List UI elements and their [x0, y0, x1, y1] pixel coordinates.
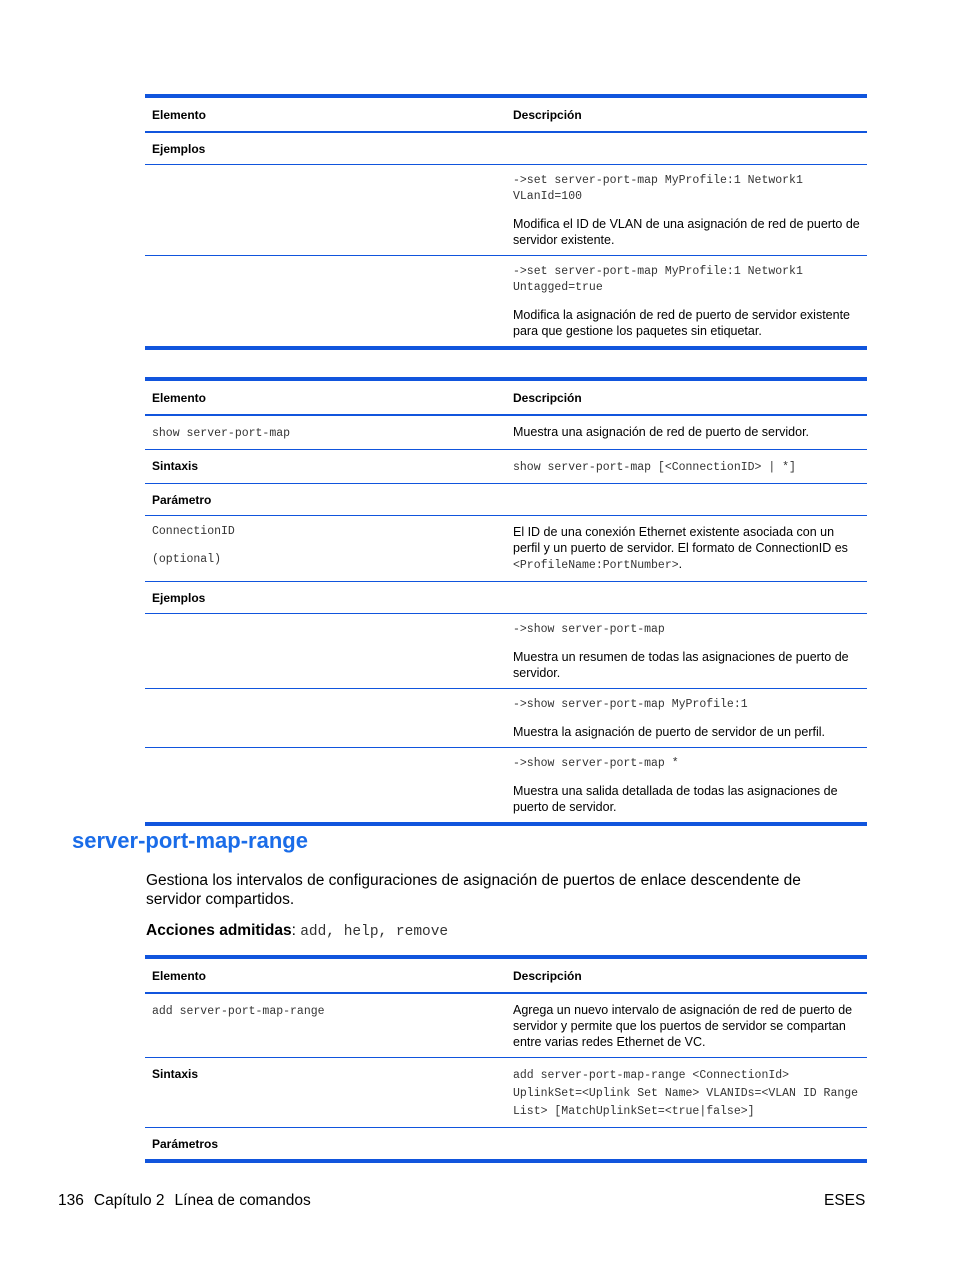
command-name: show server-port-map	[152, 427, 291, 440]
table-row	[145, 415, 867, 450]
header-elemento: Elemento	[145, 96, 506, 132]
param-description: El ID de una conexión Ethernet existente asociada con un perfil y un puerto de servidor. El formato de ConnectionID es	[513, 525, 848, 555]
table-row	[145, 748, 867, 825]
chapter-label: Capítulo 2	[93, 1192, 165, 1209]
example-command: ->show server-port-map MyProfile:1	[513, 698, 748, 711]
param-name: ConnectionID	[152, 525, 235, 538]
table-row	[145, 1128, 867, 1162]
table-row	[145, 993, 867, 1058]
section-label-ejemplos: Ejemplos	[145, 582, 506, 614]
chapter-title: Línea de comandos	[174, 1192, 311, 1209]
example-command: ->set server-port-map MyProfile:1 Network1 Untagged=true	[513, 265, 803, 294]
section-heading: server-port-map-range	[72, 828, 308, 853]
param-qualifier: (optional)	[152, 553, 222, 566]
header-descripcion: Descripción	[506, 96, 867, 132]
table-row	[145, 516, 867, 582]
param-period: .	[678, 557, 683, 571]
footer-locale: ESES	[824, 1192, 866, 1209]
add-server-port-map-range-table	[145, 955, 867, 1163]
command-name: add server-port-map-range	[152, 1005, 325, 1018]
section-label-parametros: Parámetros	[145, 1128, 506, 1162]
table-row	[145, 689, 867, 748]
example-description: Muestra un resumen de todas las asignaciones de puerto de servidor.	[513, 650, 849, 680]
syntax-value: add server-port-map-range <ConnectionId> UplinkSet=<Uplink Set Name> VLANIDs=<VLAN ID Range List> [MatchUplinkSet=<true|false>]	[513, 1069, 859, 1118]
show-server-port-map-table	[145, 377, 867, 826]
header-descripcion: Descripción	[506, 379, 867, 415]
syntax-value: show server-port-map [<ConnectionID> | *]	[513, 461, 796, 474]
table-row	[145, 1058, 867, 1128]
section-label-parametro: Parámetro	[145, 484, 506, 516]
example-description: Modifica el ID de VLAN de una asignación de red de puerto de servidor existente.	[513, 217, 860, 247]
page-number: 136	[58, 1192, 84, 1209]
actions-label: Acciones admitidas	[146, 922, 292, 939]
example-command: ->show server-port-map	[513, 623, 665, 636]
actions-list: add, help, remove	[300, 924, 449, 940]
examples-table-set	[145, 94, 867, 350]
example-description: Muestra una salida detallada de todas las asignaciones de puerto de servidor.	[513, 784, 838, 814]
table-header-row	[145, 957, 867, 993]
header-descripcion: Descripción	[506, 957, 867, 993]
table-row	[145, 484, 867, 516]
page-footer	[58, 1192, 321, 1210]
example-command: ->set server-port-map MyProfile:1 Network1 VLanId=100	[513, 174, 803, 203]
supported-actions	[146, 921, 448, 940]
actions-colon: :	[291, 922, 296, 939]
section-intro: Gestiona los intervalos de configuraciones de asignación de puertos de enlace descendente de servidor compartidos.	[146, 872, 801, 908]
section-label-ejemplos: Ejemplos	[145, 132, 506, 165]
example-command: ->show server-port-map *	[513, 757, 679, 770]
table-row	[145, 582, 867, 614]
header-elemento: Elemento	[145, 379, 506, 415]
syntax-label: Sintaxis	[145, 450, 506, 484]
syntax-label: Sintaxis	[145, 1058, 506, 1128]
command-description: Muestra una asignación de red de puerto de servidor.	[506, 415, 867, 450]
table-header-row	[145, 96, 867, 132]
table-row	[145, 450, 867, 484]
example-description: Modifica la asignación de red de puerto de servidor existente para que gestione los paquetes sin etiquetar.	[513, 308, 851, 338]
table-row	[145, 132, 867, 165]
command-description: Agrega un nuevo intervalo de asignación de red de puerto de servidor y permite que los puertos de servidor se compartan entre varias redes Ethernet de VC.	[506, 993, 867, 1058]
param-format: <ProfileName:PortNumber>	[513, 559, 679, 572]
table-row	[145, 256, 867, 349]
table-row	[145, 614, 867, 689]
table-row	[145, 165, 867, 256]
table-header-row	[145, 379, 867, 415]
example-description: Muestra la asignación de puerto de servidor de un perfil.	[513, 725, 825, 739]
header-elemento: Elemento	[145, 957, 506, 993]
